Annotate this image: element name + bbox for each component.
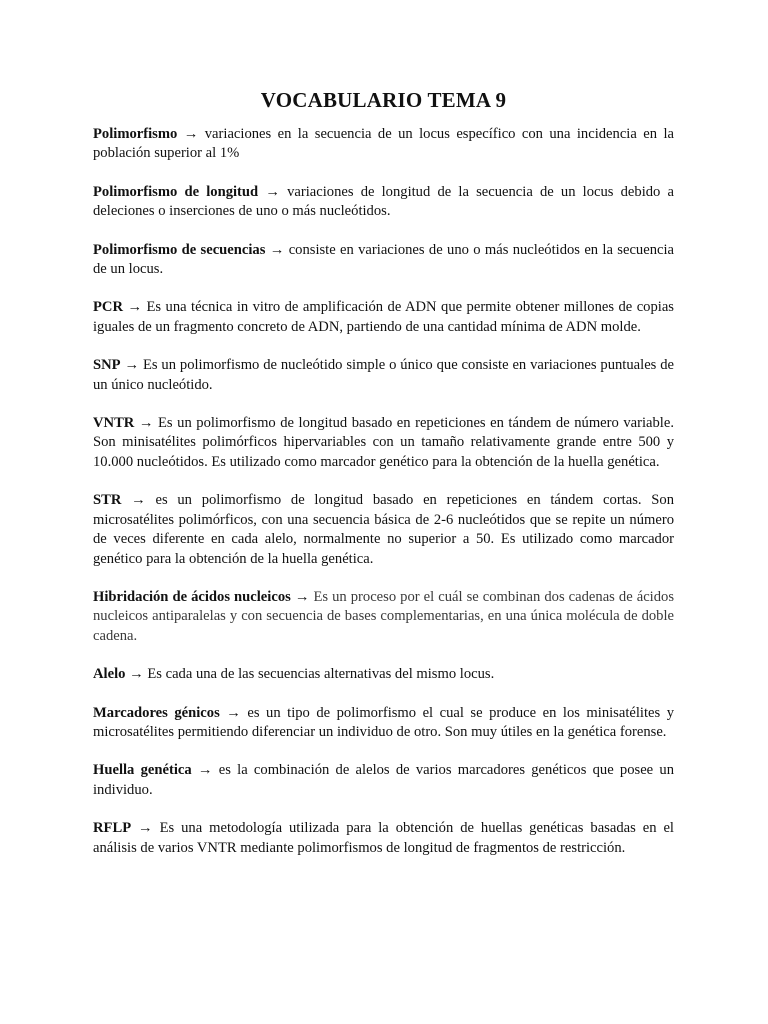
vocab-definition: Es una técnica in vitro de amplificación de ADN que permite obtener millones de copias iguales de un fragmento concreto de ADN, partiendo de una cantidad mínima de ADN molde. bbox=[93, 299, 674, 335]
vocab-entry-str bbox=[93, 491, 674, 569]
vocab-term: Polimorfismo de secuencias bbox=[93, 241, 266, 258]
vocab-entry-rflp bbox=[93, 819, 674, 858]
arrow-icon: → bbox=[127, 299, 143, 316]
vocab-entry-polimorfismo bbox=[93, 125, 674, 164]
page-title: VOCABULARIO TEMA 9 bbox=[260, 88, 507, 112]
vocab-definition: es la combinación de alelos de varios marcadores genéticos que posee un individuo. bbox=[93, 762, 674, 798]
vocab-entry-huella-genetica bbox=[93, 761, 674, 800]
arrow-icon: → bbox=[197, 762, 213, 779]
arrow-icon: → bbox=[183, 126, 199, 142]
vocab-definition: variaciones en la secuencia de un locus específico con una incidencia en la población superior al 1% bbox=[93, 126, 674, 162]
vocab-term: RFLP bbox=[93, 820, 132, 837]
vocab-entry-marcadores-genicos bbox=[93, 704, 674, 743]
vocab-term: Polimorfismo bbox=[93, 126, 178, 142]
vocab-term: VNTR bbox=[93, 415, 135, 432]
vocab-definition: es un polimorfismo de longitud basado en repeticiones en tándem cortas. Son microsatélites polimórficos, con una secuencia básica de 2-6 nucleótidos que se repite un número de veces diferente en cada alelo, normalmente no superior a 50. Es utilizado como marcador genético para la obtención de la huella genética. bbox=[93, 492, 674, 567]
vocab-term: STR bbox=[93, 492, 122, 509]
vocab-definition: Es un polimorfismo de longitud basado en repeticiones en tándem de número variable. Son minisatélites polimórficos hipervariables con un tamaño relativamente grande entre 500 y 10.000 nucleótidos. Es utilizado como marcador genético para la obtención de la huella genética. bbox=[93, 415, 674, 470]
vocab-term: SNP bbox=[93, 357, 121, 374]
vocab-term: Marcadores génicos bbox=[93, 704, 220, 721]
arrow-icon: → bbox=[131, 492, 146, 509]
vocab-definition: variaciones de longitud de la secuencia de un locus debido a deleciones o inserciones de uno o más nucleótidos. bbox=[93, 183, 674, 220]
document-page bbox=[93, 86, 674, 877]
vocab-definition: Es cada una de las secuencias alternativas del mismo locus. bbox=[147, 666, 495, 683]
arrow-icon: → bbox=[138, 415, 154, 432]
vocab-entry-hibridacion bbox=[93, 588, 674, 646]
arrow-icon: → bbox=[226, 704, 241, 721]
vocab-term: Polimorfismo de longitud bbox=[93, 183, 259, 200]
vocab-entry-polimorfismo-secuencias bbox=[93, 241, 674, 280]
vocab-entry-alelo bbox=[93, 665, 674, 684]
vocab-term: PCR bbox=[93, 299, 123, 316]
vocab-definition: Es una metodología utilizada para la obtención de huellas genéticas basadas en el análisis de varios VNTR mediante polimorfismos de longitud de fragmentos de restricción. bbox=[93, 820, 674, 856]
arrow-icon: → bbox=[129, 666, 144, 683]
vocab-entry-vntr bbox=[93, 414, 674, 472]
arrow-icon: → bbox=[124, 357, 140, 374]
vocab-definition: es un tipo de polimorfismo el cual se produce en los minisatélites y microsatélites permitiendo diferenciar un individuo de otro. Son muy útiles en la genética forense. bbox=[93, 704, 674, 740]
arrow-icon: → bbox=[138, 820, 153, 837]
vocab-definition: Es un polimorfismo de nucleótido simple o único que consiste en variaciones puntuales de un único nucleótido. bbox=[93, 357, 675, 393]
arrow-icon: → bbox=[265, 183, 280, 200]
vocab-term: Huella genética bbox=[93, 762, 192, 779]
arrow-icon: → bbox=[269, 241, 285, 258]
vocab-term: Alelo bbox=[93, 666, 126, 683]
arrow-icon: → bbox=[294, 588, 310, 605]
vocab-term: Hibridación de ácidos nucleicos bbox=[93, 588, 291, 605]
vocab-entry-pcr bbox=[93, 298, 674, 337]
vocab-definition: consiste en variaciones de uno o más nucleótidos en la secuencia de un locus. bbox=[93, 241, 675, 278]
vocab-definition: Es un proceso por el cuál se combinan dos cadenas de ácidos nucleicos antiparalelas y con secuencia de bases complementarias, en una única molécula de doble cadena. bbox=[93, 588, 674, 644]
vocab-entry-polimorfismo-longitud bbox=[93, 183, 674, 222]
vocab-entry-snp bbox=[93, 356, 674, 395]
